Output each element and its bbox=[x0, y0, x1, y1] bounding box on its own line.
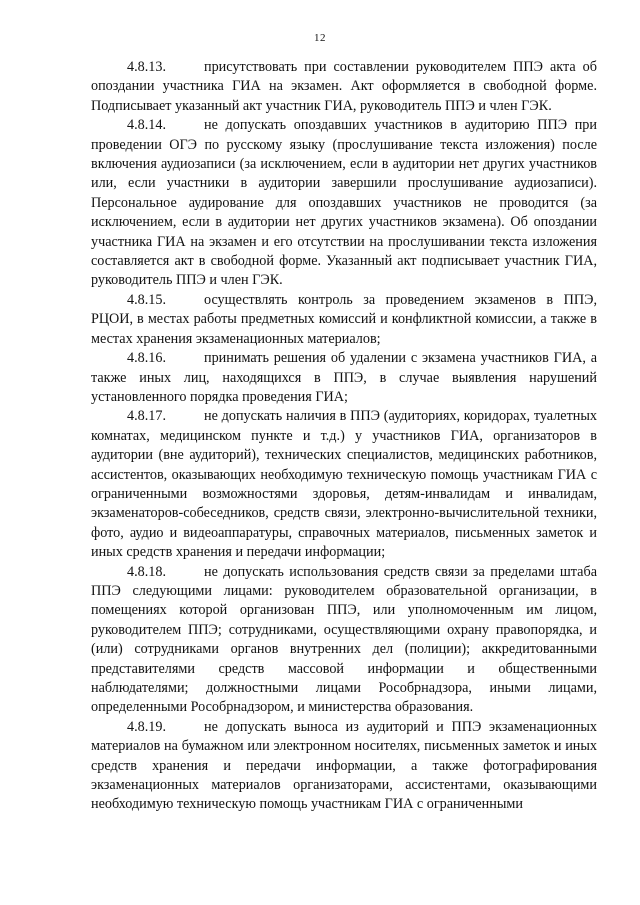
item-number: 4.8.17. bbox=[127, 408, 167, 425]
item-text: не допускать наличия в ППЭ (аудиториях, коридорах, туалетных комнатах, медицинском пункте и т.д.) у участников ГИА, организаторов в аудитории (вне аудиторий), технических специалистов, медицинских работников, ассистентов, оказывающих необходимую техническую помощь участникам ГИА с ограниченными возможностями здоровья, детям-инвалидам и инвалидам, экзаменаторов-собеседников, средств связи, электронно-вычислительной техники, фото, аудио и видеоаппаратуры, справочных материалов, письменных заметок и иных средств хранения и передачи информации; bbox=[91, 408, 597, 561]
item-number: 4.8.15. bbox=[127, 291, 167, 308]
item-number: 4.8.18. bbox=[127, 563, 167, 580]
item-number: 4.8.16. bbox=[127, 350, 167, 367]
item-text: не допускать использования средств связи за пределами штаба ППЭ следующими лицами: руководителем образовательной организации, в помещениях которой организован ППЭ, или уполномоченным им лицом, руководителем ППЭ; сотрудниками, осуществляющими охрану правопорядка, и (или) сотрудниками органов внутренних дел (полиции); аккредитованными представителями средств массовой информации и общественными наблюдателями; должностными лицами Рособрнадзора, иными лицами, определенными Рособрнадзором, и министерства образования. bbox=[91, 563, 597, 716]
list-item bbox=[91, 563, 597, 718]
item-number: 4.8.13. bbox=[127, 59, 167, 75]
item-text: не допускать опоздавших участников в аудиторию ППЭ при проведении ОГЭ по русскому языку (прослушивание текста изложения) после включения аудиозаписи (за исключением, если в аудитории нет других участников или, если участники в аудитории завершили прослушивание аудиозаписи). Персональное аудирование для опоздавших участников не проводится (за исключением, если в аудитории нет других участников экзамена). Об опоздании участника ГИА на экзамен и его отсутствии на прослушивании текста изложения составляется акт в свободной форме. Указанный акт подписывает участник ГИА, руководитель ППЭ и член ГЭК. bbox=[91, 117, 597, 289]
item-number: 4.8.14. bbox=[127, 117, 167, 134]
list-item bbox=[91, 116, 597, 291]
item-text: присутствовать при составлении руководителем ППЭ акта об опоздании участника ГИА на экзамен. Акт оформляется в свободной форме. Подписывает указанный акт участник ГИА, руководитель ППЭ и член ГЭК. bbox=[91, 59, 597, 114]
item-number: 4.8.19. bbox=[127, 718, 167, 735]
list-item bbox=[91, 58, 597, 116]
list-item bbox=[91, 718, 597, 815]
page-number: 12 bbox=[314, 32, 326, 44]
item-text: принимать решения об удалении с экзамена участников ГИА, а также иных лиц, находящихся в ППЭ, в случае выявления нарушений установленного порядка проведения ГИА; bbox=[91, 350, 597, 405]
list-item bbox=[91, 349, 597, 407]
item-text: осуществлять контроль за проведением экзаменов в ППЭ, РЦОИ, в местах работы предметных комиссий и конфликтной комиссии, а также в местах хранения экзаменационных материалов; bbox=[91, 291, 597, 347]
list-item bbox=[91, 291, 597, 349]
item-text: не допускать выноса из аудиторий и ППЭ экзаменационных материалов на бумажном или электронном носителях, письменных заметок и иных средств хранения и передачи информации, а также фотографирования экзаменационных материалов организаторами, ассистентами, оказывающими необходимую техническую помощь участникам ГИА с ограниченными bbox=[91, 718, 597, 813]
document-body bbox=[91, 58, 597, 815]
list-item bbox=[91, 407, 597, 562]
